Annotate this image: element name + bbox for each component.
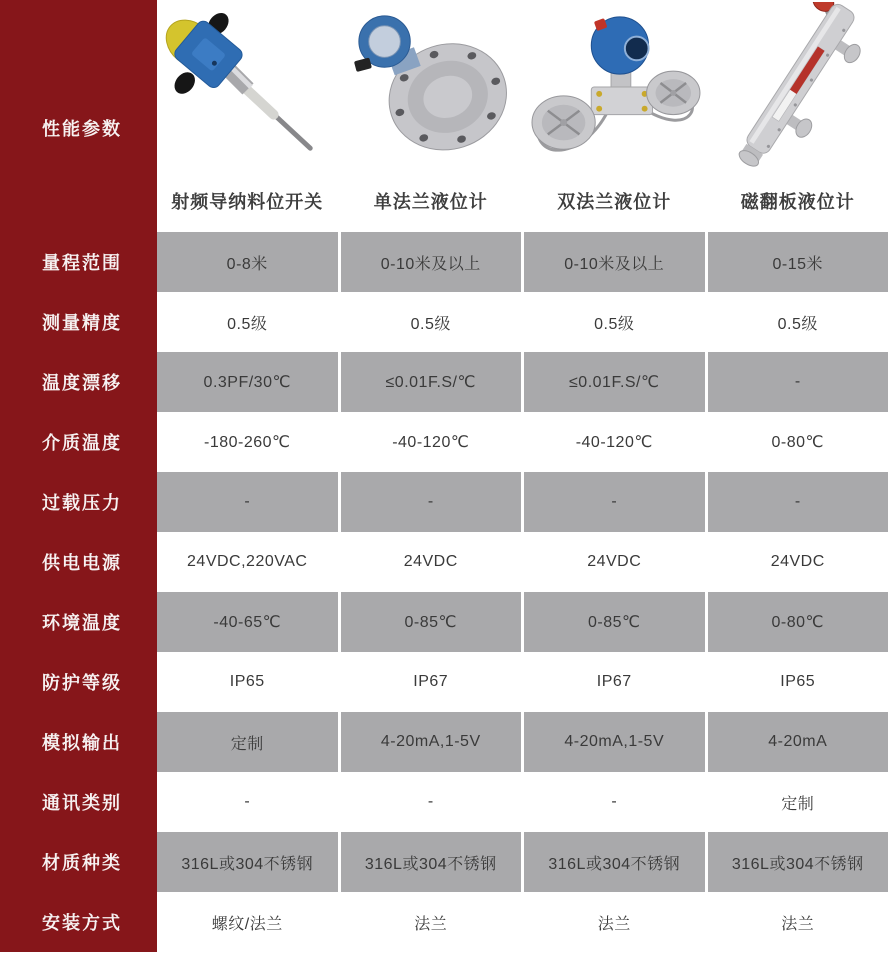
- sidebar-row-label-protection: 防护等级: [42, 673, 122, 693]
- table-cell: 0-80℃: [708, 412, 888, 472]
- table-cell: -40-120℃: [524, 412, 705, 472]
- table-cell: -180-260℃: [157, 412, 338, 472]
- product-name: 磁翻板液位计: [740, 192, 855, 212]
- table-cell: 24VDC: [708, 532, 888, 592]
- sidebar-row-label-range: 量程范围: [42, 253, 122, 273]
- table-cell: 0-8米: [157, 232, 338, 292]
- table-row-material: [157, 832, 888, 892]
- table-cell: 法兰: [341, 892, 522, 952]
- rf-admittance-level-switch-image: [157, 2, 337, 168]
- table-cell: 螺纹/法兰: [157, 892, 338, 952]
- table-cell: -: [157, 472, 338, 532]
- product-names-row: [157, 170, 888, 232]
- table-cell: -: [708, 352, 888, 412]
- table-cell: -: [524, 772, 705, 832]
- table-cell: -: [341, 772, 522, 832]
- magnetic-flap-level-gauge-image: [708, 2, 888, 168]
- table-cell: 0.3PF/30℃: [157, 352, 338, 412]
- sidebar-row-label-analog-out: 模拟输出: [42, 733, 122, 753]
- table-cell: 0.5级: [341, 292, 522, 352]
- table-cell: 定制: [157, 712, 338, 772]
- comparison-table: [157, 0, 888, 952]
- sidebar: [0, 0, 157, 952]
- table-cell: 24VDC: [524, 532, 705, 592]
- sidebar-row-label-power: 供电电源: [42, 553, 122, 573]
- table-cell: -40-120℃: [341, 412, 522, 472]
- sidebar-header: [0, 0, 157, 232]
- single-flange-level-gauge-image: [341, 2, 521, 168]
- table-row-ambient-temp: [157, 592, 888, 652]
- table-cell: 定制: [708, 772, 888, 832]
- table-cell: 0-15米: [708, 232, 888, 292]
- table-cell: 0.5级: [524, 292, 705, 352]
- table-cell: -: [708, 472, 888, 532]
- table-cell: 24VDC: [341, 532, 522, 592]
- table-cell: 316L或304不锈钢: [157, 832, 338, 892]
- sidebar-row-label-accuracy: 测量精度: [42, 313, 122, 333]
- sidebar-row-label-material: 材质种类: [42, 853, 122, 873]
- table-cell: IP65: [157, 652, 338, 712]
- table-cell: 316L或304不锈钢: [708, 832, 888, 892]
- sidebar-row-label-overload: 过载压力: [42, 493, 122, 513]
- product-image-rf-admittance-level-switch: [157, 0, 338, 170]
- table-cell: 0-85℃: [524, 592, 705, 652]
- table-cell: 4-20mA: [708, 712, 888, 772]
- table-cell: -: [157, 772, 338, 832]
- table-cell: 316L或304不锈钢: [524, 832, 705, 892]
- table-cell: -40-65℃: [157, 592, 338, 652]
- table-cell: 0.5级: [157, 292, 338, 352]
- table-cell: ≤0.01F.S/℃: [341, 352, 522, 412]
- product-images-row: [157, 0, 888, 170]
- table-cell: IP67: [341, 652, 522, 712]
- table-cell: 0.5级: [708, 292, 888, 352]
- sidebar-row-label-ambient-temp: 环境温度: [42, 613, 122, 633]
- table-cell: 4-20mA,1-5V: [341, 712, 522, 772]
- product-name: 射频导纳料位开关: [171, 192, 324, 212]
- table-row-comm-type: [157, 772, 888, 832]
- table-row-medium-temp: [157, 412, 888, 472]
- table-cell: ≤0.01F.S/℃: [524, 352, 705, 412]
- table-cell: 0-85℃: [341, 592, 522, 652]
- table-cell: 法兰: [708, 892, 888, 952]
- table-cell: -: [341, 472, 522, 532]
- sidebar-row-label-comm-type: 通讯类别: [42, 793, 122, 813]
- sidebar-row-label-medium-temp: 介质温度: [42, 433, 122, 453]
- table-row-overload: [157, 472, 888, 532]
- table-cell: 24VDC,220VAC: [157, 532, 338, 592]
- table-cell: 0-80℃: [708, 592, 888, 652]
- table-cell: IP65: [708, 652, 888, 712]
- sidebar-row-label-installation: 安装方式: [42, 913, 122, 933]
- table-cell: 4-20mA,1-5V: [524, 712, 705, 772]
- double-flange-level-gauge-image: [524, 2, 704, 168]
- table-row-protection: [157, 652, 888, 712]
- sidebar-header-label: 性能参数: [42, 119, 122, 139]
- table-cell: 316L或304不锈钢: [341, 832, 522, 892]
- table-row-range: [157, 232, 888, 292]
- product-image-double-flange-level-gauge: [524, 0, 705, 170]
- table-cell: 法兰: [524, 892, 705, 952]
- table-row-installation: [157, 892, 888, 952]
- table-row-accuracy: [157, 292, 888, 352]
- table-cell: IP67: [524, 652, 705, 712]
- table-row-temp-drift: [157, 352, 888, 412]
- product-name: 单法兰液位计: [373, 192, 488, 212]
- table-cell: 0-10米及以上: [524, 232, 705, 292]
- product-image-magnetic-flap-level-gauge: [708, 0, 888, 170]
- sidebar-row-label-temp-drift: 温度漂移: [42, 373, 122, 393]
- product-name: 双法兰液位计: [557, 192, 672, 212]
- table-cell: 0-10米及以上: [341, 232, 522, 292]
- table-row-analog-out: [157, 712, 888, 772]
- table-row-power: [157, 532, 888, 592]
- product-image-single-flange-level-gauge: [341, 0, 522, 170]
- table-cell: -: [524, 472, 705, 532]
